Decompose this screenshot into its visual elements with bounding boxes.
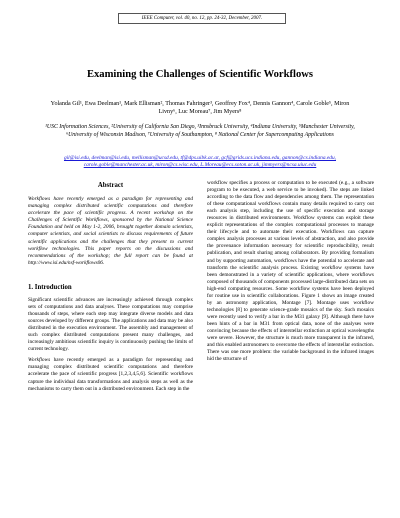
email-links[interactable]: gil@isi.edu, deelman@isi.edu, mellisman@ucsd.edu, tf@dps.uibk.ac.at, gcf@grids.ucs.indiana.edu, gannon@cs.indiana.edu, carole.goble@manchester.ac.uk, miron@cs.wisc.edu, L.Moreau@ecs.soton.ac.uk, jimmyers@ncsa.uiuc.edu xyxy=(63,155,336,169)
abstract-heading: Abstract xyxy=(97,182,124,189)
intro-paragraph-1: Significant scientific advances are increasingly achieved through complex sets of computations and data analyses. These computations may comprise thousands of steps, where each step may integrate diverse models and data sources developed by different groups. The applications and data may be also distributed in the execution environment. The assembly and management of such complex distributed computations present many challenges, and increasingly ambitious scientific inquiry is continuously pushing the limits of current technology. xyxy=(28,297,193,353)
journal-citation: IEEE Computer, vol. 40, no. 12, pp. 24-32, December, 2007. xyxy=(118,13,286,24)
paper-title: Examining the Challenges of Scientific Workflows xyxy=(86,69,314,80)
workflows-term: Workflows xyxy=(28,357,51,364)
abstract-text: Workflows have recently emerged as a paradigm for representing and managing complex distributed scientific computations and therefore accelerate the pace of scientific progress. A recent workshop on the Challenges of Scientific Workflows, sponsored by the National Science Foundation and held on May 1-2, 2006, brought together domain scientists, computer scientists, and social scientists to discuss requirements of future scientific applications and the challenges that they present to current workflow technologies. This paper reports on the discussions and recommendations of the workshop; the full report can be found at http://www.isi.edu/nsf-workflows06. xyxy=(28,196,193,266)
introduction-body xyxy=(28,297,193,393)
intro-paragraph-2 xyxy=(28,357,193,392)
author-list: Yolanda Gil¹, Ewa Deelman¹, Mark Ellisman², Thomas Fahringer³, Geoffrey Fox⁴, Dennis Gannon⁴, Carole Goble⁵, Miron Livny⁶, Luc Moreau⁷, Jim Myers⁸ xyxy=(50,101,350,115)
right-column-text: workflow specifies a process or computation to be executed (e.g., a software program to be executed, a web service to be invoked). The steps are linked according to the data flow and dependencies among them. The representation of these computational workflows contain many details required to carry out each analysis step, including the use of specific execution and storage resources in distributed environments. Workflow systems can exploit these explicit representations of the complex computational processes to manage their lifecycle and to automate their execution. Workflows can capture complex analysis processes at various levels of abstraction, and also provide the provenance information necessary for scientific reproducibility, result publication, and result sharing among collaborators. By providing formalism and by supporting automation, workflows have the potential to accelerate and transform the scientific analysis process. Existing workflow systems have been demonstrated in a variety of scientific applications, where workflows composed of thousands of components processed large-distributed data sets on high-end computing resources. Some workflow systems have been deployed for routine use in scientific collaborations. Figure 1 shows an image created by an astronomy application, Montage [7]. Montage uses workflow technologies [8] to generate science-grade mosaics of the sky. Such mosaics were recently used to verify a bar in the M31 galaxy [9]. Although there have been hints of a bar in M31 from optical data, none of the analyses were convincing because the effects of interstellar extinction at optical wavelengths were severe. However, the structure is much more transparent in the infrared, and this enabled astronomers to overcome the effects of interstellar extinction. There was one more problem: the variable background in the infrared images hid the structure of xyxy=(207,180,374,363)
introduction-heading: 1. Introduction xyxy=(28,284,72,291)
intro-paragraph-2-text: have recently emerged as a paradigm for representing and managing complex distributed scientific computations and therefore accelerate the pace of scientific progress [1,2,3,4,5,6]. Scientific workflows capture the individual data transformations and analysis steps as well as the mechanisms to carry them out in a distributed environment. Each step in the xyxy=(28,357,193,392)
affiliation-list: ¹USC Information Sciences, ²University of California San Diego, ³Innsbruck University, ⁴Indiana University, ⁵Manchester University, ⁶University of Wisconsin Madison, ⁷University of Southampton, ⁸ National Center for Supercomputing Applications xyxy=(45,124,355,138)
